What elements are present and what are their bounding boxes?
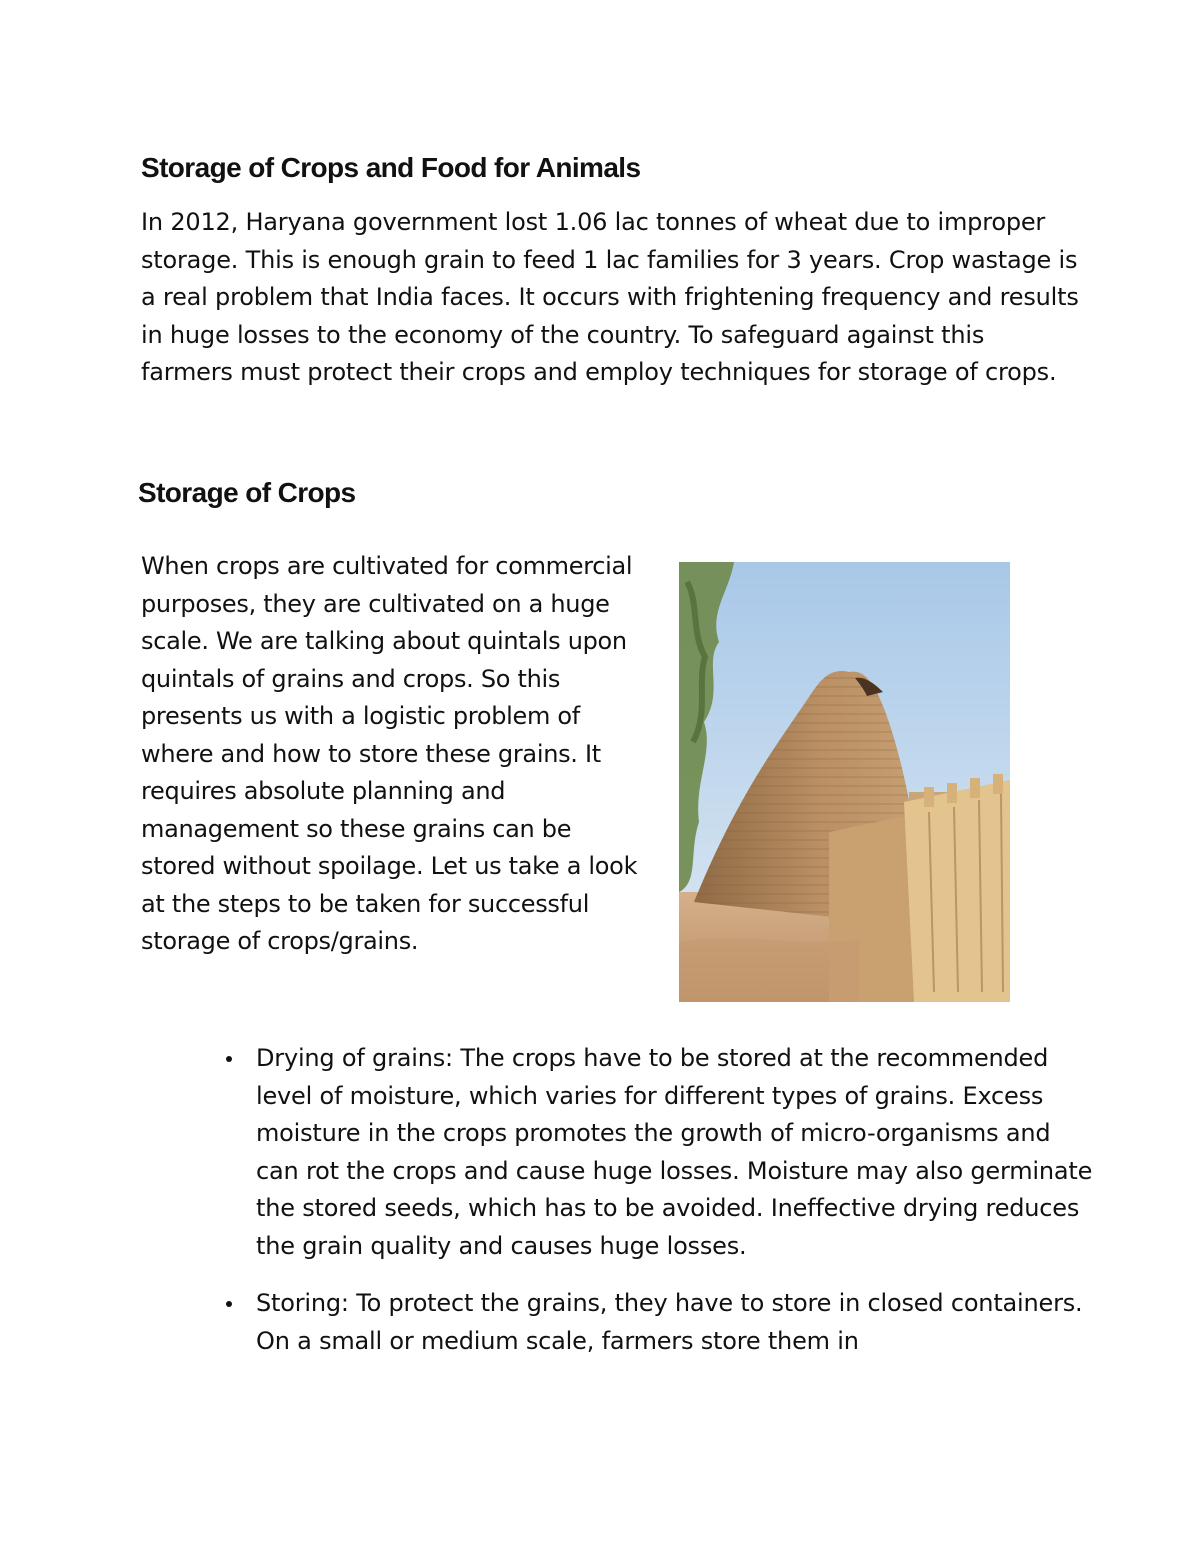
storage-steps-list bbox=[216, 1040, 1096, 1380]
page-title: Storage of Crops and Food for Animals bbox=[141, 152, 641, 183]
intro-paragraph: In 2012, Haryana government lost 1.06 lac tonnes of wheat due to improper storage. This is enough grain to feed 1 lac families for 3 years. Crop wastage is a real problem that India faces. It occurs with frightening frequency and results in huge losses to the economy of the country. To safeguard against this farmers must protect their crops and employ techniques for storage of crops. bbox=[141, 208, 1079, 386]
bullet-dot-icon bbox=[226, 1301, 232, 1307]
list-item bbox=[216, 1040, 1096, 1265]
list-item-text: Storing: To protect the grains, they have to store in closed containers. On a small or medium scale, farmers store them in bbox=[256, 1289, 1083, 1355]
granary-photo bbox=[679, 562, 1010, 1002]
section-title: Storage of Crops bbox=[138, 477, 356, 508]
bullet-dot-icon bbox=[226, 1056, 232, 1062]
section-paragraph: When crops are cultivated for commercial purposes, they are cultivated on a huge scale. We are talking about quintals upon quintals of grains and crops. So this presents us with a logistic problem of where and how to store these grains. It requires absolute planning and management so these grains can be stored without spoilage. Let us take a look at the steps to be taken for successful storage of crops/grains. bbox=[141, 552, 638, 955]
list-item bbox=[216, 1285, 1096, 1360]
list-item-text: Drying of grains: The crops have to be stored at the recommended level of moisture, which varies for different types of grains. Excess moisture in the crops promotes the growth of micro-organisms and can rot the crops and cause huge losses. Moisture may also germinate the stored seeds, which has to be avoided. Ineffective drying reduces the grain quality and causes huge losses. bbox=[256, 1044, 1093, 1260]
